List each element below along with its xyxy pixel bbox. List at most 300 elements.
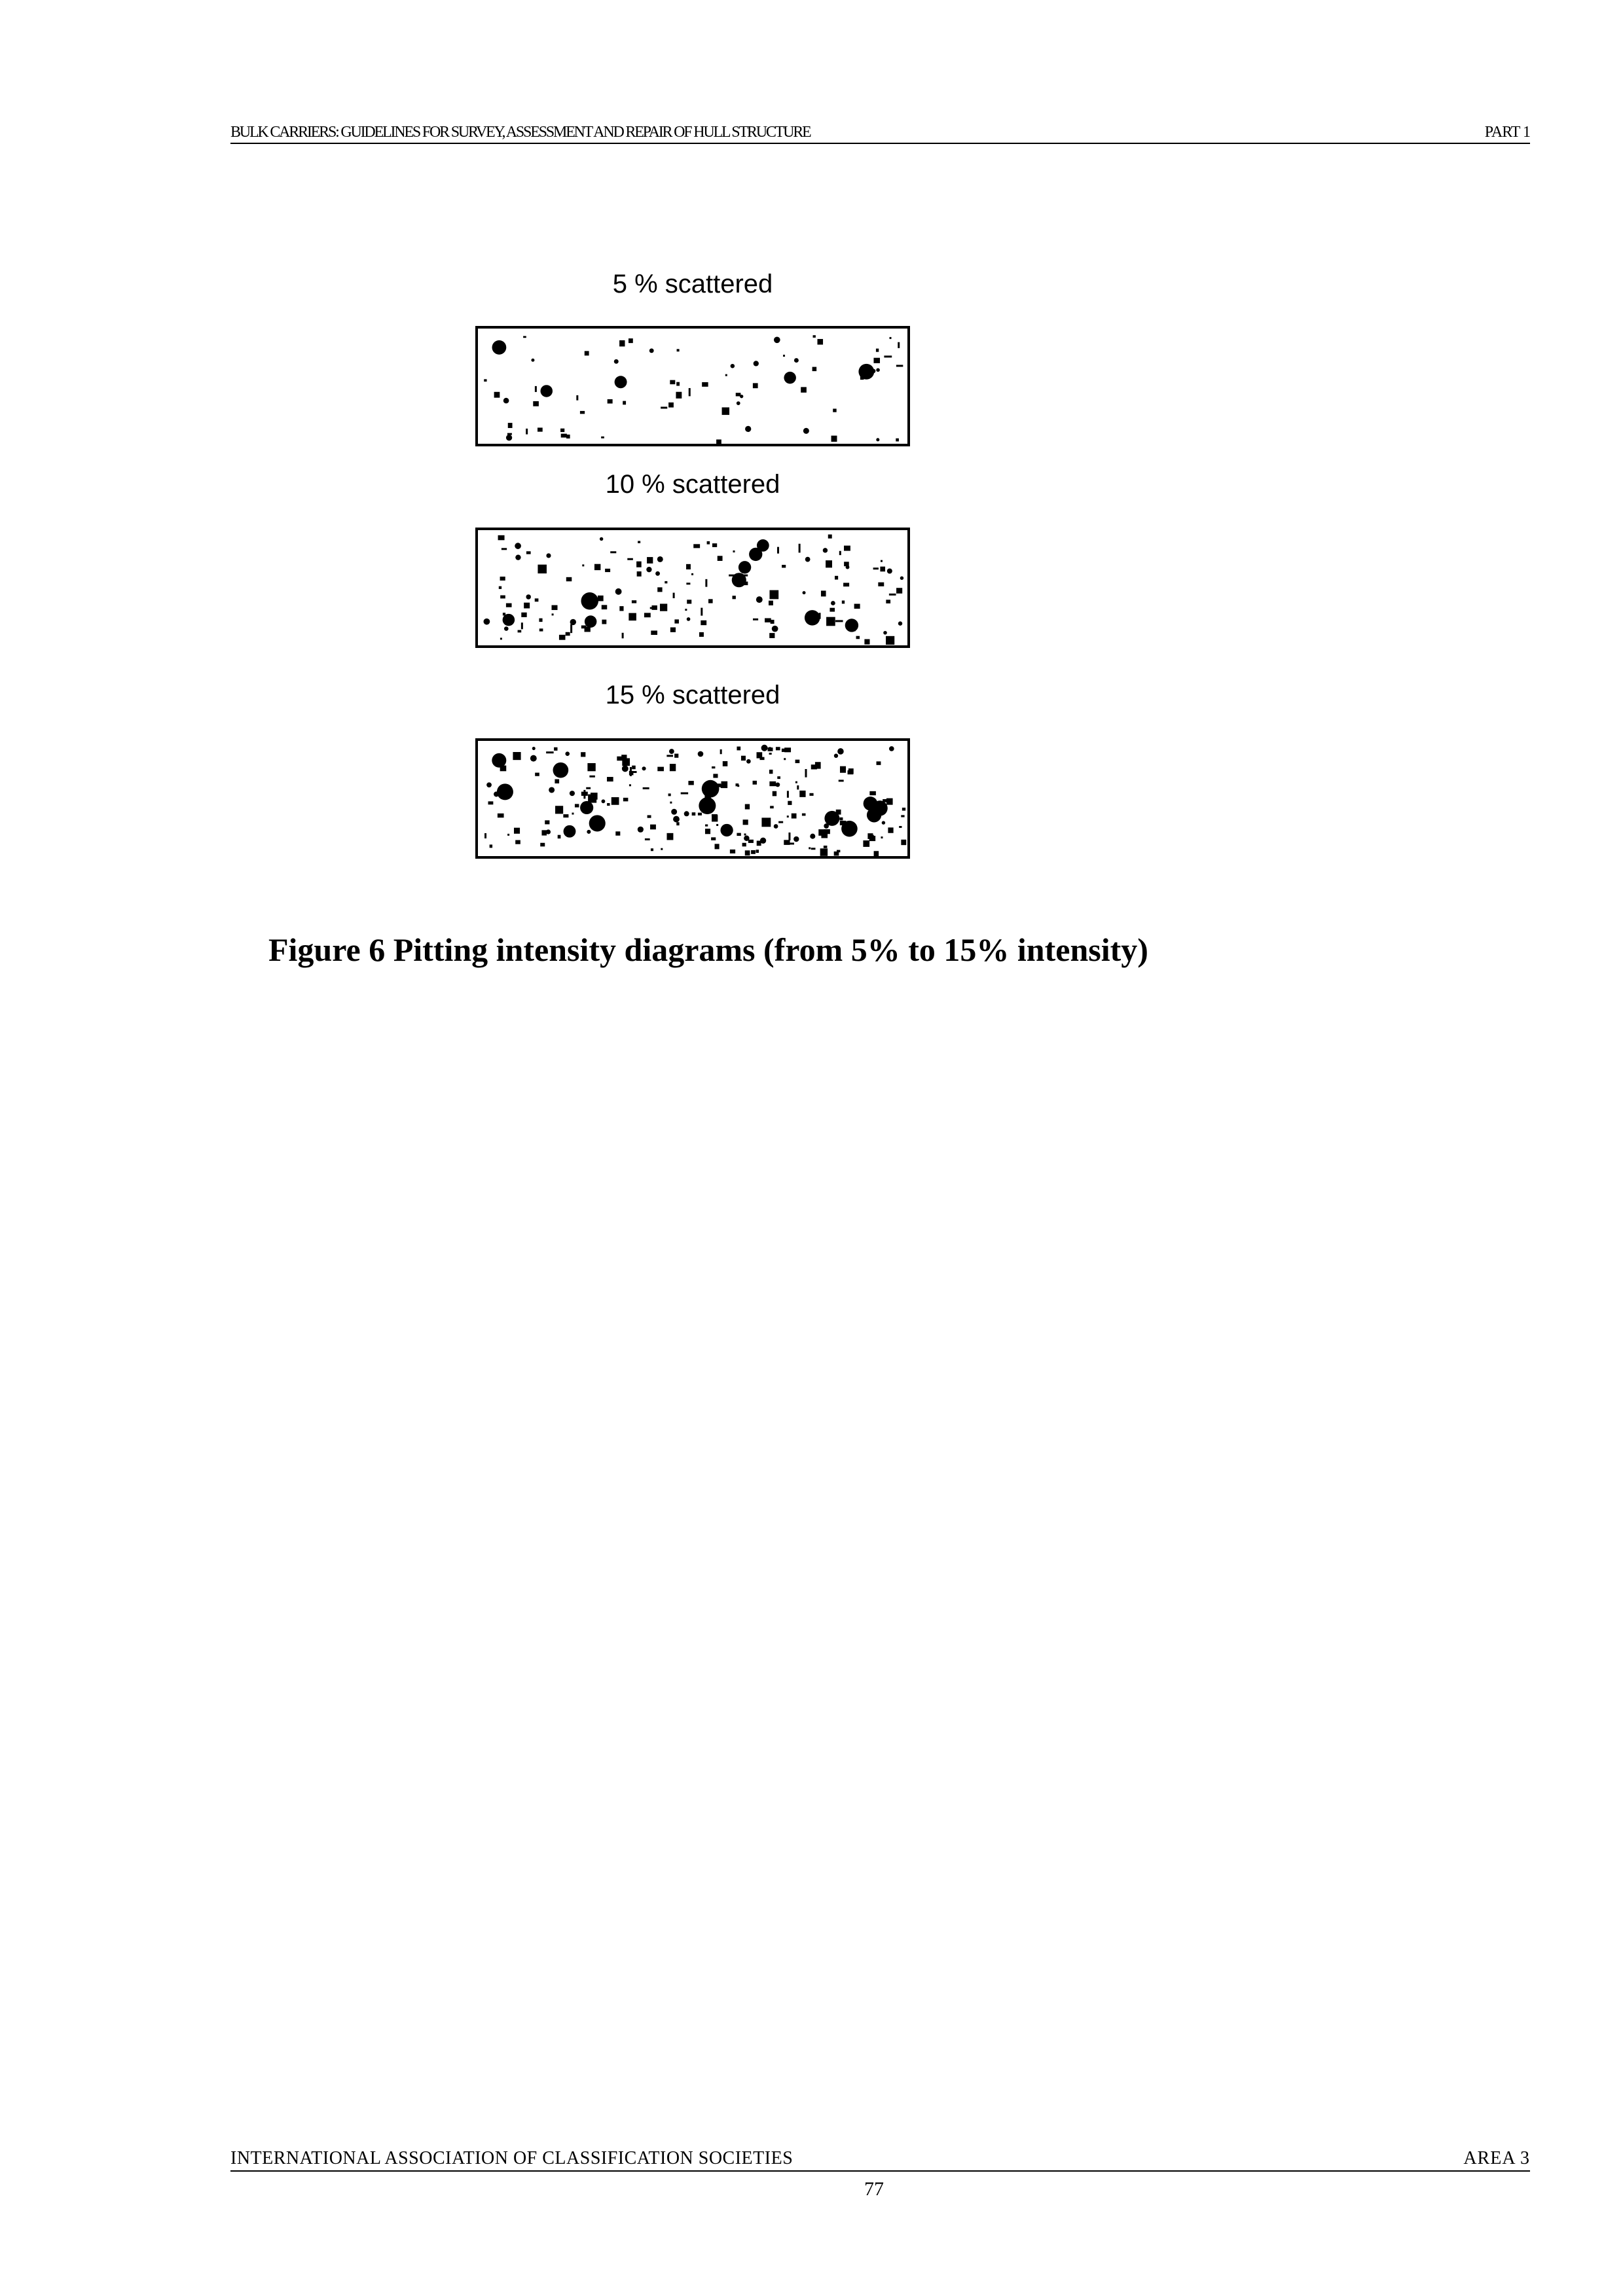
pit-mark: [687, 617, 691, 621]
pit-mark: [580, 411, 585, 414]
pit-mark: [712, 543, 717, 547]
pit-mark: [504, 626, 509, 631]
pit-mark: [769, 781, 776, 786]
pit-mark: [623, 798, 629, 801]
pit-mark: [756, 596, 763, 603]
pit-mark: [809, 847, 811, 849]
pit-mark: [886, 798, 893, 805]
pit-mark: [646, 567, 651, 572]
pit-mark: [572, 813, 574, 815]
pit-mark-large: [739, 561, 751, 573]
pit-mark: [506, 435, 512, 440]
pit-mark: [686, 583, 690, 584]
pit-mark: [761, 745, 768, 751]
pit-mark: [774, 824, 778, 829]
pit-mark: [746, 759, 751, 764]
pit-mark: [761, 817, 771, 827]
pit-mark: [532, 747, 536, 750]
pit-mark: [484, 833, 486, 838]
pit-mark: [583, 790, 585, 798]
pit-mark: [883, 631, 887, 635]
pit-mark: [657, 556, 663, 562]
pit-mark: [636, 562, 642, 567]
pit-mark: [756, 850, 759, 853]
pit-mark: [712, 766, 715, 768]
pit-mark: [843, 583, 849, 586]
pit-mark: [821, 590, 826, 596]
pit-mark: [523, 336, 526, 338]
pit-mark: [627, 558, 633, 560]
pit-mark-large: [784, 372, 795, 384]
pit-mark: [878, 583, 884, 586]
pit-mark: [707, 541, 710, 545]
pit-mark: [716, 439, 721, 444]
pit-mark: [651, 848, 653, 851]
organization-name: INTERNATIONAL ASSOCIATION OF CLASSIFICATION SOCIETIES: [230, 2148, 793, 2168]
pit-mark: [490, 844, 492, 848]
pit-mark: [581, 752, 585, 757]
pit-mark: [570, 624, 572, 634]
pit-mark: [731, 364, 735, 368]
panel-label-5: 5 % scattered: [612, 270, 773, 298]
pit-mark: [839, 780, 844, 781]
pit-mark: [805, 557, 811, 562]
pit-mark: [501, 548, 507, 550]
pit-mark: [676, 382, 680, 386]
pit-mark: [506, 603, 512, 607]
pit-mark: [602, 799, 606, 803]
pit-mark: [668, 403, 674, 408]
pit-mark-large: [858, 364, 874, 380]
pit-mark: [508, 423, 513, 428]
pit-mark: [848, 770, 854, 774]
pit-mark: [538, 565, 547, 574]
pit-mark: [824, 829, 830, 834]
pit-mark: [601, 437, 604, 439]
pit-mark-large: [541, 385, 553, 397]
pit-mark: [503, 398, 509, 404]
pit-mark: [817, 339, 823, 345]
pit-mark: [638, 827, 644, 833]
pit-mark: [642, 766, 646, 770]
pit-mark: [802, 814, 806, 816]
pit-mark: [666, 833, 673, 840]
pit-mark: [794, 358, 799, 363]
pit-mark: [902, 808, 905, 811]
pit-mark: [842, 601, 845, 604]
pitting-diagram-10: [470, 522, 915, 653]
pit-mark: [499, 586, 501, 589]
pit-mark: [757, 752, 763, 758]
pit-mark: [607, 803, 610, 806]
pit-mark: [712, 814, 718, 816]
pit-mark: [705, 825, 708, 827]
pit-mark: [702, 382, 708, 387]
pit-mark: [803, 428, 809, 434]
pit-mark: [629, 771, 634, 776]
pit-mark: [831, 436, 837, 442]
pit-mark: [799, 544, 801, 553]
pit-mark: [769, 770, 773, 774]
pit-mark: [745, 426, 751, 432]
pit-mark: [839, 817, 843, 820]
pit-mark: [526, 594, 530, 599]
pit-mark: [526, 429, 528, 435]
pit-mark: [776, 747, 780, 750]
pit-mark: [769, 633, 775, 638]
pit-mark: [665, 581, 667, 583]
pit-mark-large: [845, 619, 858, 632]
pit-mark: [587, 830, 591, 834]
pit-mark: [561, 434, 567, 438]
pit-mark: [769, 748, 771, 750]
pit-mark: [655, 571, 660, 576]
pit-mark: [721, 784, 724, 788]
pit-mark: [605, 569, 610, 572]
pit-mark: [549, 787, 555, 793]
pit-mark: [513, 752, 520, 760]
pit-mark: [539, 619, 542, 622]
pit-mark-large: [615, 376, 627, 388]
pit-mark: [670, 802, 672, 804]
pit-mark: [661, 406, 667, 408]
pit-mark: [886, 600, 890, 603]
pit-mark: [643, 787, 649, 789]
pit-mark: [873, 567, 879, 569]
pit-mark: [740, 395, 743, 398]
pit-mark: [773, 791, 776, 797]
pit-mark: [500, 637, 502, 639]
pit-mark: [876, 349, 879, 352]
pit-mark: [743, 819, 748, 825]
pit-mark: [881, 560, 883, 562]
pit-mark: [770, 806, 774, 808]
pit-mark-large: [564, 825, 576, 838]
pit-mark: [686, 564, 691, 569]
pit-mark: [901, 840, 906, 845]
pit-mark: [555, 806, 563, 814]
pit-mark: [876, 438, 879, 441]
running-header: [230, 120, 1530, 144]
pit-mark: [638, 541, 640, 543]
pit-mark: [531, 359, 534, 362]
pit-mark: [787, 816, 789, 817]
pit-mark: [745, 804, 750, 809]
pit-mark: [711, 837, 716, 840]
pit-mark: [782, 565, 786, 567]
pit-mark: [500, 577, 505, 581]
pit-mark: [610, 551, 616, 553]
pit-mark: [687, 600, 691, 603]
pit-mark: [669, 749, 674, 754]
pit-mark: [787, 791, 789, 797]
pit-mark: [888, 827, 893, 833]
pit-mark: [748, 840, 754, 843]
pit-mark: [515, 554, 520, 560]
pit-mark: [837, 850, 840, 853]
pit-mark: [644, 613, 651, 617]
pit-mark: [774, 336, 780, 343]
diagram-frame: [477, 740, 909, 857]
pit-mark: [670, 380, 675, 384]
pit-mark: [784, 758, 786, 760]
pit-mark: [566, 435, 570, 439]
pit-mark: [708, 599, 713, 603]
pit-mark: [795, 760, 800, 763]
pit-mark: [835, 620, 843, 622]
pit-mark: [587, 763, 595, 771]
pit-mark: [818, 829, 824, 836]
pit-mark: [657, 767, 664, 772]
pit-mark: [685, 609, 687, 611]
pit-mark: [705, 829, 710, 834]
pit-mark: [837, 748, 844, 755]
pit-mark: [830, 608, 835, 612]
area-label: AREA 3: [1463, 2148, 1530, 2168]
pit-mark: [833, 408, 836, 412]
pit-mark: [673, 816, 680, 823]
pit-mark: [834, 754, 838, 758]
pit-mark-large: [492, 340, 507, 355]
pit-mark: [846, 565, 850, 569]
pit-mark: [790, 842, 794, 844]
pit-mark: [737, 833, 740, 836]
pit-mark-large: [702, 780, 720, 798]
pit-mark: [560, 429, 564, 432]
pit-mark: [660, 603, 667, 611]
pit-mark: [602, 620, 606, 624]
pit-mark: [874, 851, 879, 856]
pit-mark: [541, 830, 547, 835]
pit-mark: [887, 568, 892, 573]
pit-mark: [793, 836, 799, 842]
pit-mark: [575, 804, 579, 807]
pit-mark: [753, 383, 758, 388]
pit-mark: [745, 850, 750, 855]
pit-mark: [801, 387, 807, 392]
pit-mark: [772, 626, 778, 632]
pit-mark: [608, 399, 613, 404]
pit-mark: [617, 757, 623, 761]
pit-mark: [677, 349, 680, 351]
pit-mark: [744, 833, 746, 835]
pit-mark: [691, 573, 693, 575]
pit-mark: [565, 751, 570, 756]
pit-mark: [486, 782, 492, 787]
pit-mark: [607, 777, 613, 781]
pitting-diagram-5: [470, 321, 915, 452]
pit-mark: [623, 401, 626, 405]
pit-mark: [514, 828, 520, 834]
page-number: 77: [864, 2178, 884, 2200]
pit-mark: [484, 619, 490, 625]
pit-mark: [854, 604, 860, 609]
pit-mark: [722, 407, 729, 414]
pit-mark: [692, 812, 696, 816]
pit-mark: [737, 747, 740, 751]
pit-mark: [559, 635, 566, 640]
pit-mark: [566, 577, 572, 581]
pit-mark: [670, 764, 676, 771]
pit-mark: [500, 596, 505, 599]
pit-mark-large: [720, 824, 733, 836]
pit-mark: [647, 815, 651, 817]
pit-mark: [805, 769, 807, 778]
pit-mark: [563, 814, 568, 817]
pit-mark-large: [585, 615, 597, 628]
pit-mark: [811, 764, 817, 769]
pit-mark: [831, 601, 835, 605]
pit-mark: [863, 840, 869, 847]
pit-mark: [882, 821, 885, 824]
pit-mark: [637, 571, 642, 577]
pit-mark: [498, 535, 505, 541]
pit-mark: [488, 801, 494, 804]
pit-mark: [518, 630, 522, 633]
pit-mark: [751, 850, 756, 854]
pit-mark: [899, 826, 902, 828]
pit-mark-large: [732, 573, 746, 587]
pit-mark: [585, 351, 589, 355]
pit-mark: [652, 605, 657, 610]
pit-mark: [890, 337, 892, 339]
pit-mark: [615, 831, 620, 835]
pit-mark: [622, 758, 630, 766]
pit-mark: [598, 596, 604, 601]
pit-mark: [754, 361, 759, 366]
pit-mark: [555, 779, 559, 783]
pit-mark: [795, 781, 797, 783]
pit-mark: [823, 548, 828, 552]
pit-mark-large: [580, 801, 593, 814]
pit-mark: [594, 564, 600, 570]
pit-mark: [784, 840, 790, 845]
pit-mark: [689, 388, 691, 396]
pit-mark: [701, 620, 706, 625]
pit-mark: [718, 556, 723, 561]
pit-mark: [498, 814, 504, 817]
pit-mark: [810, 834, 815, 839]
pit-mark: [877, 761, 881, 764]
pit-mark: [676, 392, 682, 399]
pit-mark: [589, 776, 594, 778]
pit-mark: [713, 774, 718, 778]
pit-mark: [535, 598, 539, 601]
pit-mark: [632, 600, 636, 603]
pit-mark: [535, 386, 537, 392]
pit-mark: [521, 622, 523, 629]
pit-mark: [870, 835, 874, 838]
pit-mark: [668, 793, 671, 796]
pit-mark: [809, 793, 813, 796]
pit-mark-large: [492, 753, 506, 768]
pit-mark-large: [553, 762, 569, 778]
pit-mark: [588, 795, 596, 803]
pit-mark: [799, 791, 805, 797]
pit-mark: [889, 746, 894, 751]
pit-mark: [864, 639, 869, 645]
pit-mark-large: [864, 797, 878, 811]
pit-mark: [552, 613, 554, 615]
pit-mark: [699, 632, 704, 637]
pit-mark: [777, 776, 780, 779]
pit-mark: [674, 754, 678, 758]
pit-mark: [753, 619, 758, 620]
pit-mark: [742, 843, 746, 847]
pit-mark: [757, 841, 761, 846]
pit-mark: [797, 785, 799, 789]
pit-mark: [650, 825, 656, 830]
pit-mark: [661, 848, 663, 850]
pit-mark: [629, 784, 631, 786]
pit-mark: [812, 367, 817, 372]
pit-mark: [651, 630, 657, 635]
pit-mark: [844, 546, 850, 551]
pit-mark: [538, 427, 543, 431]
pit-mark: [775, 782, 780, 787]
pit-mark: [733, 550, 735, 552]
pit-mark: [901, 815, 904, 817]
pitting-diagram-15: [470, 733, 915, 864]
running-footer: [230, 2147, 1530, 2172]
pit-mark: [723, 761, 727, 766]
pit-mark: [769, 590, 778, 600]
pit-mark: [813, 335, 816, 338]
pit-mark: [602, 605, 607, 609]
pit-mark-large: [824, 811, 839, 826]
pit-mark: [856, 636, 860, 639]
pit-mark: [900, 576, 903, 579]
pit-mark-large: [497, 783, 513, 800]
pit-mark: [884, 355, 892, 357]
pit-mark: [622, 633, 624, 639]
pit-mark: [824, 846, 828, 848]
pit-mark: [896, 588, 902, 594]
pit-mark: [540, 843, 545, 847]
diagram-frame: [477, 327, 909, 445]
pit-mark: [769, 601, 773, 605]
figure-caption: Figure 6 Pitting intensity diagrams (from 5% to 15% intensity): [268, 931, 1148, 968]
panel-label-15: 15 % scattered: [605, 681, 780, 709]
pit-mark: [788, 801, 792, 805]
pit-mark: [566, 632, 570, 636]
pit-mark: [586, 787, 591, 789]
pit-mark: [769, 753, 772, 755]
pit-mark: [826, 617, 835, 626]
pit-mark: [753, 781, 757, 785]
pit-mark: [666, 755, 673, 757]
pit-mark: [876, 368, 880, 372]
pit-mark: [720, 749, 722, 754]
pit-mark: [507, 433, 512, 435]
pit-mark: [545, 820, 549, 824]
pit-mark-large: [749, 548, 762, 561]
pit-mark-large: [503, 614, 515, 626]
pit-mark: [701, 608, 702, 616]
pit-mark: [732, 596, 735, 599]
pit-mark: [676, 822, 679, 825]
pit-mark: [765, 619, 771, 622]
pit-mark: [698, 813, 702, 816]
pit-mark: [705, 579, 707, 587]
pit-mark: [614, 359, 619, 364]
pit-mark: [524, 603, 530, 609]
pit-mark: [670, 628, 676, 632]
pit-mark: [783, 355, 785, 357]
pit-mark: [889, 594, 896, 596]
pit-mark: [828, 535, 832, 539]
pit-mark: [622, 765, 629, 772]
